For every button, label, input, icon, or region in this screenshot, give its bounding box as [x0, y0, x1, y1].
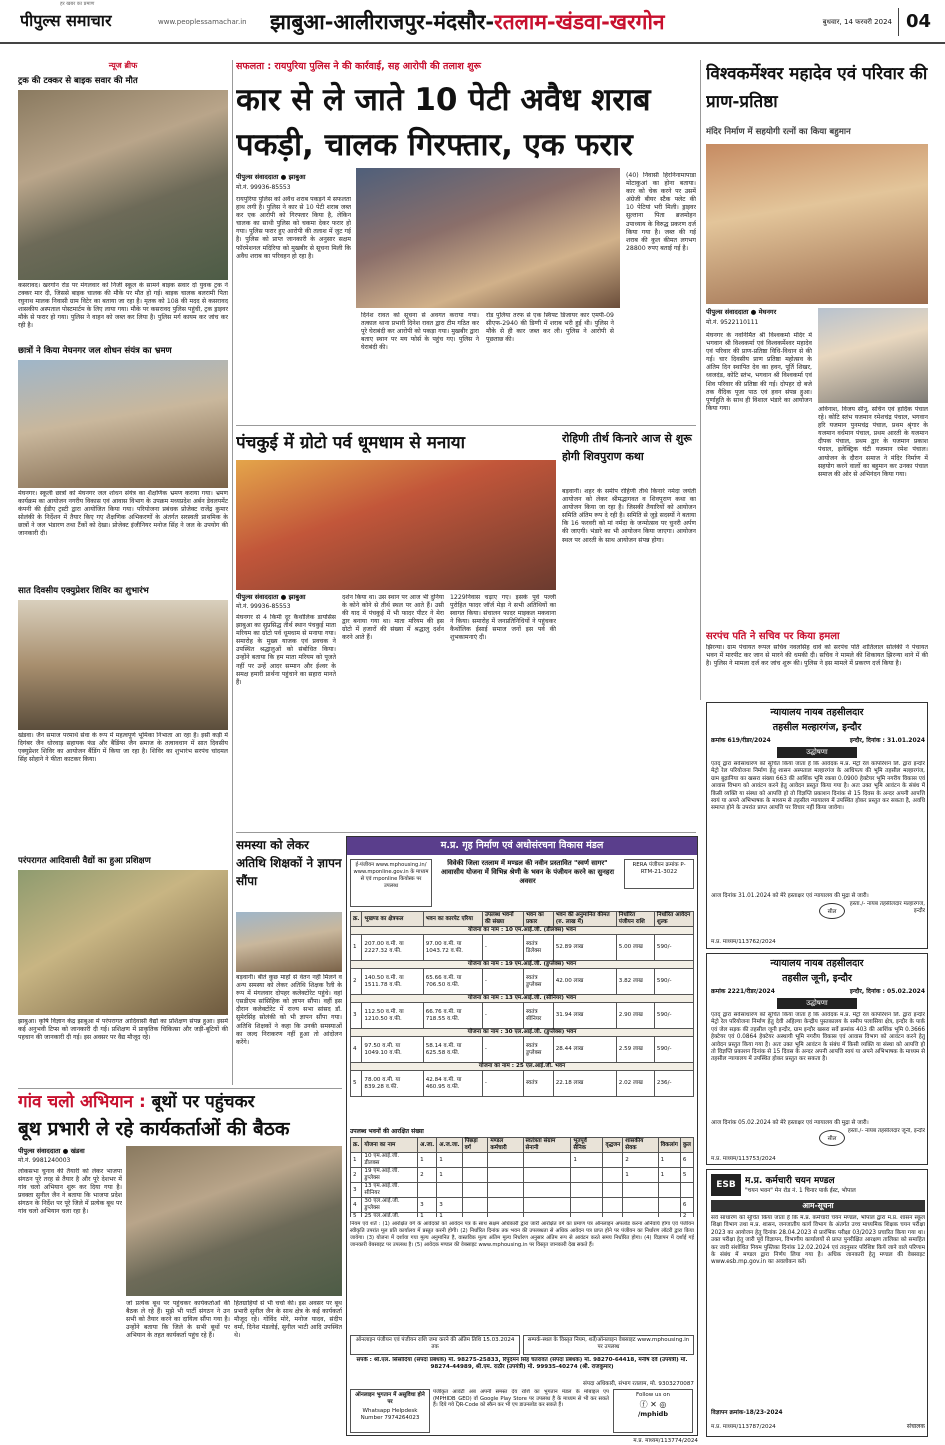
housing-table — [350, 911, 694, 1126]
table-cell: 1 — [658, 1153, 680, 1168]
table-row — [351, 1198, 694, 1213]
sarpanch-body: झिरन्या। ग्राम पंचायत रूपल सचिव नवलसिंह धार्वे को सरपंच पति शांतिलाल सोलंकी ने पंचायत भवन में मारपीट कर जान से मारने की धमकी दी। सचिव ने मामले की शिकायत झिरन्या थाने में की है। पुलिस ने मामला दर्ज कर जांच शुरू की। पुलिस ने इस मामले में प्रकरण दर्ज किया है। — [706, 644, 928, 668]
tehsil2-date: इन्दौर, दिनांक : 05.02.2024 — [849, 988, 925, 995]
table-cell: 112.50 व.मी. या 1210.50 व.फी. — [362, 1003, 423, 1029]
table-row — [351, 1037, 694, 1063]
table-cell — [523, 1183, 571, 1198]
reserve-table-header: विकलांग — [658, 1138, 680, 1153]
table-cell: 2.59 लाख — [616, 1037, 654, 1063]
brief-1-body: कसरावद। खरगोन रोड पर मंगलवार को निजी स्कूल के सामने बाइक सवार दो युवक ट्रक ने टक्कर मार दी, जिससे बाइक चालक की मौके पर मौत हो गई। बाइक चालक बलरामी पिता रघुनाथ मालक निवासी ग्राम विटेर का बताया जा रहा है। मृतक को 108 की मदद से कसरावद शासकीय अस्पताल पोस्टमार्टम के लिए लाया गया। मौके पर कसरावद पुलिस पहुंची, ट्रक ड्राइवर मौके से फरार हो गया। पुलिस ने वाहन को जब्त कर लिया है। पुलिस मर्ग कायम कर जांच कर रही है। — [18, 282, 228, 330]
social-handle: /mphidb — [638, 1410, 668, 1418]
reserve-table-header: योजना का नाम — [362, 1138, 418, 1153]
housing-group-title — [351, 927, 694, 935]
reserve-title: उपलब्ध भवनों की आरक्षित संख्या — [350, 1128, 424, 1135]
reserve-table-header: भूतपूर्व सैनिक — [571, 1138, 603, 1153]
reserve-table — [350, 1137, 694, 1217]
tehsil2-case: क्रमांक 2221/रीडर/2024 — [711, 988, 775, 995]
tehsil2-issued: आज दिनांक 05.02.2024 को मेरे हस्ताक्षर एवं न्यायालय की मुद्रा से जारी। — [711, 1120, 869, 1126]
tehsil2-body: एतद् द्वारा सर्वसाधारण को सूचित किया जाता है कि आवेदक म.प्र. मेट्रो रेल कॉर्पोरेशन लि. द्वारा इन्दौर मेट्रो रेल परियोजना निर्माण हेतु देवी अहिल्या केन्द्रीय पुस्तकालय के समीप पलासिया क्षेत्र, इन्दौर के पार्क एवं जेल सड़क की तहसील जूनी इन्दौर, ग्राम इन्दौर खसरा सर्वे क्रमांक 403 की आशिंक भूमि 0.3666 हेक्टेयर एवं 0.0864 हेक्टेयर अस्थायी भूमि नगरीय विकास एवं आवास विभाग को आवंटन करने हेतु आवेदन प्रस्तुत किया गया है। अतः उक्त भूमि आवंटन के संबंध में किसी व्यक्ति या संस्था को आपत्ति हो तो विज्ञप्ति प्रकाशन दिनांक से 15 दिवस के अन्दर अपनी आपत्ति स्वयं या अपने अभिभाषक के माध्यम से तहसील न्यायालय में उपस्थित होकर प्रस्तुत कर सकता है। — [711, 1012, 925, 1063]
tehsil1-date: इन्दौर, दिनांक : 31.01.2024 — [849, 737, 925, 744]
table-cell — [523, 1198, 571, 1213]
table-cell — [658, 1183, 680, 1198]
table-cell — [462, 1198, 488, 1213]
housing-contacts: संपर्क : श्री.एल. सिसोदिया (संपदा प्रबंधक) मो. 98275-25833, रिपुदमन सिंह चतरावत (संपदा प्रबंधक) मो. 98270-64418, मनीष दवे (उपयंत्री) मो. 98274-44989, श्री.एम. राठौर (उपयंत्री) मो. 99935-40274 (श्री. राजकुमार) — [356, 1357, 688, 1370]
lead-col-1: रायपुरिया पुलिस को अवैध शराब पकड़ने में सफलता हाथ लगी है। पुलिस ने कार से 10 पेटी शराब जब्त कर एक आरोपी को गिरफ्तार किया है, लेकिन चालक का साथी पुलिस को चकमा देकर फरार हो गया। पुलिस फरार हुए आरोपी की तलाश में जुट गई है। पुलिस को प्राप्त जानकारी के अनुसार सक्षम फॉरमेशनल मदिरिया को मुखबीर से सूचना मिली कि अवैध शराब का परिवहन हो रहा है। — [236, 196, 351, 260]
panchkui-byline: पीपुल्स संवाददाता ● झाबुआ — [236, 593, 306, 601]
table-cell: 52.89 लाख — [553, 935, 616, 961]
tehsil1-ad-no: म.प्र. माध्यम/113762/2024 — [711, 939, 776, 945]
table-cell — [523, 1213, 571, 1218]
table-cell: 590/- — [654, 1037, 693, 1063]
table-cell — [603, 1183, 623, 1198]
table-cell: स्वतंत्र सीनियर — [523, 1003, 553, 1029]
brief-1-title: ट्रक की टक्कर से बाइक सवार की मौत — [18, 76, 138, 86]
table-cell: 3 — [351, 1183, 362, 1198]
table-cell: स्वतंत्र डुप्लेक्स — [523, 969, 553, 995]
table-cell — [523, 1153, 571, 1168]
column-divider — [700, 60, 701, 700]
temple-headline: विश्वकर्मेश्वर महादेव एवं परिवार की प्राण-प्रतिष्ठा — [706, 64, 928, 112]
table-cell — [488, 1183, 523, 1198]
facebook-icon: ⓕ — [639, 1400, 648, 1409]
lead-col-3: रोड पुलिया तरफ से एक स्विफ्ट डिजायर कार एमपी-09 सीएफ-2940 की डिग्गी में शराब भरी हुई थी। पुलिस ने मौके से ही कार जब्त कर ली। पुलिस ने आरोपी से पूछताछ की। — [486, 312, 614, 344]
esb-notice — [706, 1169, 928, 1437]
brief-2-photo — [18, 360, 228, 488]
housing-board-title: म.प्र. गृह निर्माण एवं अधोसंरचना विकास मंडल — [347, 837, 697, 855]
table-cell: 3.82 लाख — [616, 969, 654, 995]
tehsil1-case: क्रमांक 619/रीडर/2024 — [711, 737, 771, 744]
esb-title: म.प्र. कर्मचारी चयन मण्डल — [745, 1176, 835, 1186]
housing-terms: नियम एवं शर्तें : (1) आरक्षित वर्ग के आवेदकों को आवेदन पत्र के साथ सक्षम अधिकारी द्वारा जारी आरक्षित वर्ग का प्रमाण पत्र ऑनलाइन अपलोड करना अनिवार्य होगा एवं पंजीयन स्वीकृति उपरांत मूल प्रति कार्यालय में प्रस्तुत करनी होगी। (2) निर्धारित दिनांक तक भवन की उपलब्धता से अधिक आवेदन पत्र प्राप्त होने पर पंजीयन का निर्धारण लॉटरी द्वारा किया जायेगा। (3) योजना में दर्शाया गया मूल्य अनुमानित है, वास्तविक मूल्य अंतिम मूल्य निर्धारण अनुसार अंतिम रूप से आवंटन करते समय निर्धारित होगा। (4) विज्ञापन में दर्शाई गई जानकारी वेबसाइट पर उपलब्ध है। (5) आवेदक मण्डल की वेबसाइट www.mphousing.in पर विस्तृत जानकारी देख सकते हैं। — [350, 1221, 694, 1248]
table-cell: 1 — [418, 1153, 437, 1168]
table-cell: 1 — [418, 1213, 437, 1218]
table-cell: 1 — [437, 1213, 462, 1218]
rohini-story — [562, 430, 696, 830]
housing-group-title-cell: योजना का नाम : 10 एम.आई.जी. (डीलक्स) भवन — [351, 927, 694, 935]
table-cell: स्वतंत्र डुप्लेक्स — [523, 1037, 553, 1063]
table-row — [351, 1003, 694, 1029]
housing-title: विवेकी जिला रतलाम में मण्डल की नवीन प्रस्तावित "स्वर्ण सागर" आवासीय योजना में विभिन्न श्रेणी के भवन के पंजीयन करने का सुनहरा अवसर — [440, 859, 614, 885]
table-cell: 1 — [437, 1153, 462, 1168]
table-cell: 2.02 लाख — [616, 1071, 654, 1097]
brief-4-photo — [18, 870, 228, 1015]
housing-table-header: भवन की अनुमानित कीमत (रु. लाख में) — [553, 912, 616, 927]
reserve-table-header: वृद्धजन — [603, 1138, 623, 1153]
housing-table-header: निर्धारित पंजीयन राशि — [616, 912, 654, 927]
section-divider — [18, 1088, 342, 1089]
section-divider — [236, 832, 696, 833]
table-cell: 97.00 व.मी. या 1043.72 व.फी. — [423, 935, 482, 961]
rohini-body: बड़वानी। शहर के समीप रोहिणी तीर्थ किनारे नर्मदा जयंती आयोजन को लेकर श्रीमद्भागवत व शिवपुराण कथा का आयोजन किया जा रहा है। जिसकी तैयारियों को आयोजन समिति अंतिम रूप दे रही है। समिति से जुड़े सदस्यों ने बताया कि 16 फरवरी को मां नर्मदा के जन्मोत्सव पर चुनरी अर्पण की जाएगी। भंडारे का भी आयोजन किया जाएगा। आयोजन स्थल पर आरती के साथ आयोजन संपन्न होगा। — [562, 488, 696, 544]
tehsil-notice-2 — [706, 953, 928, 1165]
panchkui-headline: पंचकुई में ग्रोटो पर्व धूमधाम से मनाया — [236, 433, 466, 453]
tehsil1-notice-label: उद्घोषणा — [777, 747, 857, 758]
temple-photo-1 — [706, 144, 928, 304]
tehsil2-title-2: तहसील जूनी, इन्दौर — [782, 973, 852, 984]
table-row — [351, 1168, 694, 1183]
table-cell: 5 — [351, 1071, 362, 1097]
table-cell: 2 — [623, 1153, 658, 1168]
tehsil2-sign: हस्ता./- नायब तहसीलदार जूनी, इन्दौर — [847, 1128, 925, 1134]
lead-kicker — [236, 60, 696, 74]
housing-helpdesk-box — [350, 1389, 430, 1433]
gaon-headline-2: बूथ प्रभारी ले रहे कार्यकर्ताओं की बैठक — [18, 1118, 290, 1140]
masthead — [0, 0, 945, 44]
gaon-phone: मो.नं. 9981240003 — [18, 1157, 71, 1164]
gaon-byline: पीपुल्स संवाददाता ● खंडवा — [18, 1147, 85, 1155]
table-cell: 22.18 लाख — [553, 1071, 616, 1097]
tehsil2-ad-no: म.प्र. माध्यम/113753/2024 — [711, 1156, 776, 1162]
panchkui-phone: मो.नं. 99936-85553 — [236, 603, 291, 610]
brief-1-photo — [18, 90, 228, 280]
table-cell: 1 — [623, 1168, 658, 1183]
table-cell: 207.00 व.मी. या 2227.32 व.फी. — [362, 935, 423, 961]
esb-ad-no-2: म.प्र. माध्यम/113787/2024 — [711, 1424, 776, 1430]
table-cell: 66.76 व.मी. या 718.55 व.फी. — [423, 1003, 482, 1029]
tehsil1-title-2: तहसील मल्हारगंज, इन्दौर — [772, 722, 862, 733]
table-cell: 6 — [680, 1153, 693, 1168]
table-cell: - — [482, 1071, 523, 1097]
housing-online-label: ऑनलाइन पंजीयन एवं पंजीयन राशि जमा करने की अंतिम तिथि 15.03.2024 तक — [350, 1335, 520, 1355]
housing-group-title-cell: योजना का नाम : 25 एल.आई.जी. भवन — [351, 1063, 694, 1071]
lead-kicker-label: सफलता : — [236, 61, 272, 72]
table-cell: 2 — [418, 1168, 437, 1183]
tehsil2-seal: सील — [819, 1130, 845, 1146]
issue-date: बुधवार, 14 फरवरी 2024 — [822, 18, 892, 26]
brief-3-photo — [18, 600, 228, 730]
teachers-headline: समस्या को लेकर अतिथि शिक्षकों ने ज्ञापन सौंपा — [236, 838, 342, 888]
panchkui-story — [236, 430, 556, 830]
table-cell: स्वतंत्र — [523, 1071, 553, 1097]
esb-logo: ESB — [711, 1174, 741, 1196]
housing-table-header: क्र. — [351, 912, 362, 927]
table-cell: 2 — [351, 1168, 362, 1183]
table-cell: 5 — [680, 1168, 693, 1183]
logo: पीपुल्स समाचार — [20, 11, 112, 30]
temple-story — [706, 60, 928, 700]
table-cell — [623, 1183, 658, 1198]
housing-upi-note: पंजीकृत आवंटी अब अपनी समस्त देय राशि का भुगतान मंडल के मोबाइल एप (MPHIDB_GEO) वॉ Google Play Store पर उपलब्ध है के माध्यम से भी कर सकते हैं। दिये गये QR-Code को स्कैन कर भी एप डाउनलोड कर सकते हैं। — [433, 1389, 609, 1409]
brief-3-title: सात दिवसीय एक्युप्रेशर शिविर का शुभारंभ — [18, 586, 149, 596]
edition-title-black: झाबुआ-आलीराजपुर-मंदसौर- — [270, 10, 495, 34]
table-cell — [488, 1198, 523, 1213]
gaon-col-1: लोकसभा चुनाव की तैयारी को लेकर भाजपा संगठन पूरे तरह से तैयार है और पूरे देशभर में गांव चलो अभियान शुरू कर दिया गया है। प्रवक्ता सुनील जैन ने बताया कि भाजपा प्रदेश संगठन के निर्देश पर पूरे जिले में प्रत्येक बूथ पर गांव चलो अभियान चला रहा है। — [18, 1168, 122, 1216]
table-cell: 1 — [437, 1168, 462, 1183]
table-cell: 5 — [351, 1213, 362, 1218]
table-cell: 1 — [571, 1153, 603, 1168]
panchkui-col-1: मेघनगर से 4 किमी दूर कैथोलिक डायसिस झाबुआ का सुप्रसिद्ध तीर्थ स्थान पंचकुई माता मरियम का ग्रोटो पर्व धूमधाम से मनाया गया। समारोह के मुख्य याजक एवं प्रवचक ने उपस्थित श्रद्धालुओं को संबोधित किया। उन्होंने बताया कि हम माता मरियम को पूजते नहीं पर उन्हें आदर सम्मान और ईश्वर के समक्ष हमारी प्रार्थना पहुंचाने का सहारा मानते हैं। — [236, 614, 336, 686]
table-cell: 3 — [351, 1003, 362, 1029]
table-cell: - — [482, 1003, 523, 1029]
tagline: हर खबर का प्रमाण — [60, 1, 95, 7]
lead-col-4: (40) निवासी हिरनिनामापाडा मोटाकुआं का होना बताया। कार को चेक करने पर उसमें अंग्रेजी बीयर स्टैक फ्लेट की 10 पेटियां भरी मिली। ड्राइवर सुल्ताना पिता ब्रजमोहन उपाध्याय के विरुद्ध प्रकरण दर्ज किया गया है। जब्त की गई शराब की कुल कीमत लगभग 28800 रुपए बताई गई है। — [626, 172, 696, 252]
reserve-table-header: अ.जा. — [418, 1138, 437, 1153]
housing-group-title-cell: योजना का नाम : 19 एम.आई.जी. (डुप्लेक्स) भवन — [351, 961, 694, 969]
column-divider — [232, 60, 233, 1085]
table-cell: 3 — [437, 1198, 462, 1213]
table-cell — [571, 1198, 603, 1213]
table-cell: - — [482, 935, 523, 961]
reserve-table-header: पिछड़ा वर्ग — [462, 1138, 488, 1153]
table-cell: 19 एम.आई.जी. डुप्लेक्स — [362, 1168, 418, 1183]
housing-group-title — [351, 961, 694, 969]
table-cell — [623, 1198, 658, 1213]
lead-col-2: दिनेश रावत को सूचना से अवगत कराया गया। तत्काल थाना प्रभारी दिनेश रावत द्वारा टीम गठित कर पूरे घेराबंदी कर आरोपी को पकड़ा गया। मुखबीर द्वारा बताए स्थान पर मय फोर्स के पहुंच गए। पुलिस ने घेराबंदी की। — [361, 312, 479, 352]
table-cell: 2 — [351, 969, 362, 995]
table-cell: 97.50 व.मी. या 1049.10 व.फी. — [362, 1037, 423, 1063]
table-cell — [603, 1213, 623, 1218]
reserve-table-header: शासकीय सेवक — [623, 1138, 658, 1153]
instagram-icon: ◎ — [659, 1400, 667, 1409]
brief-4-body: झाबुआ। कृषि विज्ञान केंद्र झाबुआ में परंपरागत आदिवासी वैद्यों का प्रशिक्षण संपन्न हुआ। इसमें कई अनुभवी टिप्स को जानकारी दी गई। प्रशिक्षण में प्राकृतिक चिकित्सा और जड़ी-बूटियों की पहचान की जानकारी दी गई। इस अवसर पर वैद्य मौजूद रहे। — [18, 1018, 228, 1042]
tehsil1-sign: हस्ता./- नायब तहसीलदार मल्हारगंज, इन्दौर — [849, 901, 925, 914]
temple-subheadline: मंदिर निर्माण में सहयोगी रत्नों का किया बहुमान — [706, 127, 851, 137]
housing-group-title — [351, 1063, 694, 1071]
housing-social — [613, 1389, 693, 1433]
table-cell — [571, 1213, 603, 1218]
social-title: Follow us on — [636, 1392, 670, 1398]
reserve-table-header: मण्डल कर्मचारी — [488, 1138, 523, 1153]
reserve-table-header: स्वतंत्रता संग्राम सेनानी — [523, 1138, 571, 1153]
table-cell: 65.66 व.मी. या 706.50 व.फी. — [423, 969, 482, 995]
table-cell — [603, 1198, 623, 1213]
brief-2-body: मेघनगर। स्कूली छात्रों को मेघनगर जल शोधन संयंत्र का शैक्षणिक भ्रमण कराया गया। भ्रमण कार्यक्रम का आयोजन नगरीय विकास एवं आवास विभाग के उपक्रम मध्यप्रदेश अर्बन डेवलपमेंट कंपनी की ईडीए ट्रस्टी द्वारा आयोजित किया गया। परियोजना प्रबंधक प्रोजेक्ट राजेंद्र कुमार सोलंकी के निर्देशन में तैयार किए गए शैक्षणिक अभिकरणों के अंतर्गत सरस्वती प्राथमिक के छात्रों ने जल भंडारण तथा टैंकों को देखा। प्रोजेक्ट इंजीनियर मनोज सिंह ने जल के उपयोग की जानकारी दी। — [18, 490, 228, 538]
tehsil2-title-1: न्यायालय नायब तहसीलदार — [770, 958, 864, 969]
esb-address: "चयन भवन" मेन रोड नं. 1 चिनार पार्क ईस्ट, भोपाल — [745, 1188, 856, 1194]
tehsil1-issued: आज दिनांक 31.01.2024 को मेरे हस्ताक्षर एवं न्यायालय की मुद्रा से जारी। — [711, 893, 869, 899]
table-cell: 590/- — [654, 969, 693, 995]
lead-photo — [356, 168, 620, 308]
tehsil2-notice-label: उद्घोषणा — [777, 998, 857, 1009]
lead-story — [236, 60, 696, 425]
reserve-table-header: अ.ज.जा. — [437, 1138, 462, 1153]
housing-rera: RERA पंजीयन क्रमांक P-RTM-21-3022 — [624, 859, 694, 889]
rohini-headline: रोहिणी तीर्थ किनारे आज से शुरू होगी शिवपुराण कथा — [562, 432, 692, 463]
teachers-story — [236, 836, 342, 1086]
table-cell: 25 एल.आई.जी. — [362, 1213, 418, 1218]
table-cell: 4 — [351, 1198, 362, 1213]
housing-group-title-cell: योजना का नाम : 13 एम.आई.जी. (सीनियर) भवन — [351, 995, 694, 1003]
temple-body-2: अविनाश, विजय सीनू, सचिन एवं हार्दिक पंचाल रहे। कोटि स्तंभ यजमान रमेशचंद्र पंचाल, भगवान हरि यजमान पुनमचंद्र पंचाल, प्रथम श्रृंगार के यजमान वर्धमान पंचाल, प्रथम आरती के यजमान दीपक पंचाल, प्रथम द्वार के यजमान प्रकाश पंचाल, इलेक्ट्रिक घंटी यजमान रमेश पंचाल। आयोजन के दौरान समाज ने मंदिर निर्माण में सहयोग करने वालों का बहुमान कर उनका पंचाल समाज की ओर से अभिनंदन किया गया। — [818, 406, 928, 478]
table-cell: 28.44 लाख — [553, 1037, 616, 1063]
table-cell: स्वतंत्र डिलेक्स — [523, 935, 553, 961]
tehsil1-seal: सील — [819, 903, 845, 919]
helpdesk-title: ऑनलाइन भुगतान में असुविधा होने पर — [355, 1392, 425, 1405]
housing-officer: संपदा अधिकारी, संभाग रतलाम, मो. 9303270087 — [582, 1381, 694, 1387]
table-cell: 236/- — [654, 1071, 693, 1097]
table-cell — [437, 1183, 462, 1198]
table-cell: - — [482, 969, 523, 995]
table-cell — [603, 1153, 623, 1168]
gaon-kicker: गांव चलो अभियान : — [18, 1092, 146, 1112]
table-cell — [658, 1213, 680, 1218]
table-cell — [462, 1183, 488, 1198]
twitter-icon: ✕ — [650, 1400, 657, 1409]
table-row — [351, 1183, 694, 1198]
table-cell — [623, 1213, 658, 1218]
tehsil1-body: एतद् द्वारा सर्वसाधारण को सूचित किया जाता है कि आवेदक म.प्र. मेट्रो रेल कॉर्पोरेशन लि. द्वारा इन्दौर मेट्रो रेल परियोजना निर्माण हेतु शासन अस्पताल मल्हारगंज के आधिपत्य की भूमि तहसील मल्हारगंज, ग्राम बुढ़ानिया का खसरा संख्या 663 की आशिंक भूमि रकबा 0.0900 हेक्टेयर भूमि नगरीय विकास एवं आवास विभाग को आवंटन करने हेतु आवेदन प्रस्तुत किया गया है। अतः उक्त भूमि आवंटन के संबंध में किसी व्यक्ति या संस्था को आपत्ति हो तो विज्ञप्ति प्रकाशन दिनांक से 15 दिवस के अन्दर अपनी आपत्ति स्वयं या अपने अभिभाषक के माध्यम से तहसील न्यायालय में उपस्थित होकर प्रस्तुत कर सकता है, अवधि समाप्त होने के उपरांत प्राप्त आपत्ति पर विचार नहीं किया जावेगा। — [711, 761, 925, 812]
edition-title — [270, 6, 810, 38]
housing-group-title — [351, 1029, 694, 1037]
table-cell — [571, 1168, 603, 1183]
table-row — [351, 935, 694, 961]
tehsil-notice-1 — [706, 702, 928, 949]
table-cell — [488, 1168, 523, 1183]
table-cell — [658, 1198, 680, 1213]
table-cell — [523, 1168, 571, 1183]
sarpanch-headline: सरपंच पति ने सचिव पर किया हमला — [706, 631, 840, 642]
edition-title-red: रतलाम-खंडवा-खरगोन — [494, 10, 665, 34]
housing-price-table — [350, 911, 694, 1097]
table-cell — [680, 1183, 693, 1198]
table-cell — [462, 1168, 488, 1183]
lead-headline: कार से ले जाते 10 पेटी अवैध शराब पकड़ी, चालक गिरफ्तार, एक फरार — [236, 82, 651, 163]
reserve-table-wrap — [350, 1137, 694, 1217]
esb-ad-no: विज्ञापन क्रमांक-18/23-2024 — [711, 1410, 783, 1416]
table-cell: 1 — [351, 1153, 362, 1168]
social-icons — [616, 1399, 690, 1410]
teachers-body: बड़वानी। बीते कुछ माहों से वेतन नहीं मिलने व अन्य समस्या को लेकर अतिथि शिक्षक रैली के रूप में मंगलवार दोपहर कलेक्टोरेट पहुंचे। वहां एसडीएम सांसिहिक को ज्ञापन सौंपा। वहीं इस दौरान कलेक्टोरेट में राज्य सभा सांसद डॉ. सुमेरसिंह सोलंकी को भी ज्ञापन सौंपा गया। अतिथि शिक्षकों ने कहा कि उनकी समस्याओं का जल्द निराकरण नहीं हुआ तो आंदोलन करेंगे। — [236, 974, 342, 1046]
table-cell: 1 — [351, 935, 362, 961]
table-cell: 58.14 व.मी. या 625.58 व.फी. — [423, 1037, 482, 1063]
lead-byline: पीपुल्स संवाददाता ● झाबुआ — [236, 173, 306, 181]
table-row — [351, 969, 694, 995]
esb-body: सर्व साधारण को सूचित किया जाता है कि म.प्र. कर्मचारी चयन मण्डल, भोपाल द्वारा म.प्र. शासन स्कूल शिक्षा विभाग तथा म.प्र. शासन, जनजातीय कार्य विभाग के अंतर्गत उच्च माध्यमिक शिक्षक चयन परीक्षा 2023 का आयोजन हेतु दिनांक 28.04.2023 से प्रारंभिक परीक्षा 03/2023 प्रचारित किया गया था। उक्त परीक्षा हेतु जारी पूर्व विज्ञापन, विभागीय कार्यालयों से प्राप्त पुनरीक्षित आरक्षण तालिका को समाहित कर जारी संशोधित नियम पुस्तिका दिनांक 12.02.2024 एवं तदनुसार परिशिष्ट कियें जाने वाले परिणाम के संबंध में मण्डल द्वारा निर्णय लिया गया है। अधिक जानकारी हेतु मण्डल की वेबसाइट www.esb.mp.gov.in का अवलोकन करें। — [711, 1215, 925, 1266]
table-cell: 3 — [418, 1198, 437, 1213]
housing-table-header: उपलब्ध भवनों की संख्या — [482, 912, 523, 927]
housing-table-header: भवन का प्रकार — [523, 912, 553, 927]
table-cell: 6 — [680, 1198, 693, 1213]
table-cell: 10 एम.आई.जी. डीलक्स — [362, 1153, 418, 1168]
table-cell: 13 एम.आई.जी. सीनियर — [362, 1183, 418, 1198]
section-divider — [236, 425, 696, 426]
panchkui-photo — [236, 460, 556, 590]
housing-table-header: भवन का कारपेट एरिया — [423, 912, 482, 927]
table-cell: 140.50 व.मी. या 1511.78 व.फी. — [362, 969, 423, 995]
table-cell: 590/- — [654, 1003, 693, 1029]
gaon-col-2: जो प्रत्येक बूथ पर पहुंचकर कार्यकर्ताओं की बैठक ले रहे हैं। मुझे भी पार्टी संगठन ने उन सभी को तैयार करने का दायित्व सौंपा गया है। उन्होंने बताया कि जिले के सभी बूथों पर अभियान के तहत कार्यकर्ता पहुंच रहे हैं। — [126, 1300, 230, 1340]
temple-photo-2 — [818, 308, 928, 403]
table-cell: 2.90 लाख — [616, 1003, 654, 1029]
table-cell — [418, 1183, 437, 1198]
reserve-table-header: क्र. — [351, 1138, 362, 1153]
table-cell — [603, 1168, 623, 1183]
table-row — [351, 1153, 694, 1168]
gaon-chalo-story — [18, 1090, 342, 1440]
news-brief-label: न्यूज ब्रीफ — [108, 61, 138, 70]
table-cell: 42.84 व.मी. या 460.95 व.फी. — [423, 1071, 482, 1097]
table-cell: 30 एल.आई.जी. डुप्लेक्स — [362, 1198, 418, 1213]
housing-table-header: निर्धारित आवेदन शुल्क — [654, 912, 693, 927]
table-cell: 1 — [658, 1168, 680, 1183]
tehsil1-title-1: न्यायालय नायब तहसीलदार — [770, 707, 864, 718]
temple-phone: मो.नं. 9522110111 — [706, 319, 759, 326]
table-cell: 31.94 लाख — [553, 1003, 616, 1029]
lead-kicker-text: रायपुरिया पुलिस ने की कार्रवाई, सह आरोपी की तलाश शुरू — [274, 61, 481, 72]
table-cell: 4 — [351, 1037, 362, 1063]
table-row — [351, 1213, 694, 1218]
table-cell — [488, 1213, 523, 1218]
reserve-table-header: कुल — [680, 1138, 693, 1153]
table-cell — [488, 1153, 523, 1168]
housing-ad — [346, 836, 698, 1436]
website-label: www.peoplessamachar.in — [158, 18, 247, 26]
brief-3-body: खंडवा। जैन समाज परमार्थ सेवा के रूप में महत्वपूर्ण भूमिका निभाता आ रहा है। इसी कड़ी में दिगंबर जैन धोरवाड़ सहायक फंड और बैडिंग्स जैन समाज के तत्वावधान में सात दिवसीय एक्युप्रेशर शिविर का आयोजन बैंडिंग में किया जा रहा है। शिविर का शुभारंभ सरपंच चांदमल सिंह सोहाने ने फीता काटकर किया। — [18, 732, 228, 764]
esb-sign: संचालक — [906, 1423, 925, 1430]
table-cell — [571, 1183, 603, 1198]
table-cell — [462, 1213, 488, 1218]
panchkui-col-3: 1229निवास चढ़ाए गए। इसके पूर्व पल्ली पुरोहित फादर जॉर्ज मेड़ा ने सभी अतिथियों का स्वागत किया। संचालन फादर माइकल मकवाना ने किया। समारोह में जनप्रतिनिधियों ने पहुंचकर कैथोलिक ईसाई समाज जनों इस पर्व की शुभकामनाएं दी। — [450, 594, 556, 642]
lead-phone: मो.नं. 99936-85553 — [236, 184, 291, 191]
temple-body-1: मेघनगर के नवनिर्मित श्री विश्वकर्मा मंदिर में भगवान श्री विश्वकर्मा एवं विश्वकर्मेश्वर महादेव एवं परिवार की प्राण-प्रतिष्ठा विधि-विधान से की गई। चार दिवसीय प्राण प्रतिष्ठा महोत्सव के अंतिम दिन स्थापित देव का हवन, पूर्ति शिखर, ध्वजदंड, कोटि स्तंभ, भगवान श्री विश्वकर्मा एवं शिव परिवार की प्रतिष्ठा की गई। दोपहर दो बजे तक वैदिक पूजा पाठ एवं हवन संपन्न हुआ। पूर्णाहुति के साथ ही विशाल भंडारे का आयोजन किया गया। — [706, 332, 812, 412]
table-cell: 78.00 व.मी. या 839.28 व.फी. — [362, 1071, 423, 1097]
temple-byline: पीपुल्स संवाददाता ● मेघनगर — [706, 308, 777, 316]
housing-ad-number: म.प्र. माध्यम/113774/2024 — [633, 1438, 698, 1444]
news-brief-column — [18, 60, 228, 1085]
housing-contact-label: सम्पर्क-स्थल के विस्तृत नियम, शर्तें/ऑनलाइन वेबसाइट www.mphousing.in पर उपलब्ध — [523, 1335, 694, 1355]
gaon-col-3: हितग्राहियों से भी चर्चा की। इस अवसर पर बूथ प्रभारी सुनील जैन के साथ क्षेत्र के कई कार्यकर्ता मौजूद रहे। गोविंद मोरे, मनोज यादव, संदीप वर्मा, दिनेश मंडलोई, सुनील भाटी आदि उपस्थित थे। — [234, 1300, 342, 1340]
housing-box-left: ई-पंजीयन www.mphousing.in/ www.mponline.gov.in के माध्यम से एवं mponline कियोस्क पर उपलब्ध — [350, 859, 432, 907]
table-cell — [462, 1153, 488, 1168]
brief-4-title: परंपरागत आदिवासी वैद्यों का हुआ प्रशिक्षण — [18, 856, 151, 866]
table-cell: 2 — [680, 1213, 693, 1218]
panchkui-col-2: दर्शन किया था। उस स्थान पर आज भी दुनिया के कोने कोने से तीर्थ स्थल पर आते हैं। उसी की याद में पंचकुई में भी फादर पीटर ने मेरा द्वार बनाया गया था। माता मरियम की इस ग्रोटो में हजारों की संख्या में श्रद्धालु दर्शन करने आते हैं। — [342, 594, 444, 642]
housing-group-title-cell: योजना का नाम : 30 एल.आई.जी. (डुप्लेक्स) भवन — [351, 1029, 694, 1037]
gaon-headline-rest: बूथों पर पहुंचकर — [151, 1092, 255, 1112]
table-cell: - — [482, 1037, 523, 1063]
table-cell: 5.00 लाख — [616, 935, 654, 961]
teachers-photo — [236, 912, 342, 972]
table-cell: 590/- — [654, 935, 693, 961]
housing-table-header: भूखण्ड का क्षेत्रफल — [362, 912, 423, 927]
page-number: 04 — [898, 8, 938, 36]
esb-notice-label: आम-सूचना — [711, 1200, 925, 1212]
table-row — [351, 1071, 694, 1097]
housing-group-title — [351, 995, 694, 1003]
brief-2-title: छात्रों ने किया मेघनगर जल शोधन संयंत्र का भ्रमण — [18, 346, 172, 356]
table-cell: 42.00 लाख — [553, 969, 616, 995]
helpdesk-number: Whatsapp Helpdesk Number 7974264023 — [360, 1408, 420, 1421]
gaon-photo — [126, 1146, 342, 1296]
gaon-headline-1 — [18, 1090, 342, 1114]
